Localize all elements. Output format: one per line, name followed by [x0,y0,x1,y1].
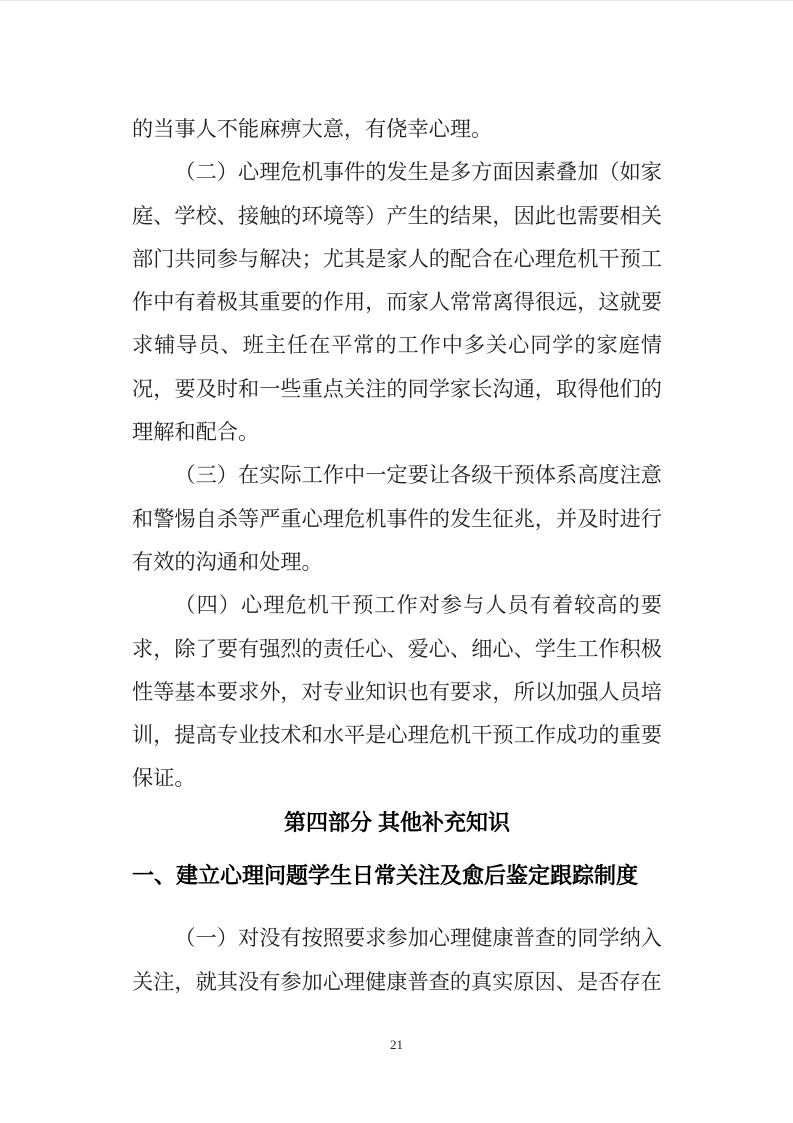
text-line: 庭、学校、接触的环境等）产生的结果，因此也需要相关 [132,203,662,228]
text-line: 求，除了要有强烈的责任心、爱心、细心、学生工作积极 [132,636,662,661]
text-line: 作中有着极其重要的作用，而家人常常离得很远，这就要 [132,290,662,315]
page-footer [0,1037,793,1053]
text-line: 理解和配合。 [132,420,260,445]
text-line: 的当事人不能麻痹大意，有侥幸心理。 [132,117,493,141]
text-line: 关注，就其没有参加心理健康普查的真实原因、是否存在 [132,969,662,994]
text-line: 性等基本要求外，对专业知识也有要求，所以加强人员培 [132,679,662,704]
section-heading [132,801,662,844]
text-line: 保证。 [132,766,196,791]
paragraph [132,108,662,151]
text-line: 和警惕自杀等严重心理危机事件的发生征兆，并及时进行 [132,506,662,531]
paragraph [132,454,662,584]
text-line: （二）心理危机事件的发生是多方面因素叠加（如家 [174,160,662,185]
document-content [132,108,662,1004]
text-line: 第四部分 其他补充知识 [283,809,511,835]
text-line: （一）对没有按照要求参加心理健康普查的同学纳入 [174,926,662,951]
paragraph [132,151,662,454]
text-line: 求辅导员、班主任在平常的工作中多关心同学的家庭情 [132,333,662,358]
text-line: 一、建立心理问题学生日常关注及愈后鉴定跟踪制度 [132,863,639,889]
text-line: （三）在实际工作中一定要让各级干预体系高度注意 [174,463,662,488]
text-line: （四）心理危机干预工作对参与人员有着较高的要 [174,593,662,618]
text-line: 况，要及时和一些重点关注的同学家长沟通，取得他们的 [132,376,662,401]
text-line: 部门共同参与解决；尤其是家人的配合在心理危机干预工 [132,246,662,271]
subsection-heading [132,854,662,897]
text-line: 有效的沟通和处理。 [132,549,323,574]
page-number: 21 [390,1037,403,1052]
text-line: 训，提高专业技术和水平是心理危机干预工作成功的重要 [132,723,662,748]
paragraph [132,584,662,800]
paragraph [132,917,662,1004]
